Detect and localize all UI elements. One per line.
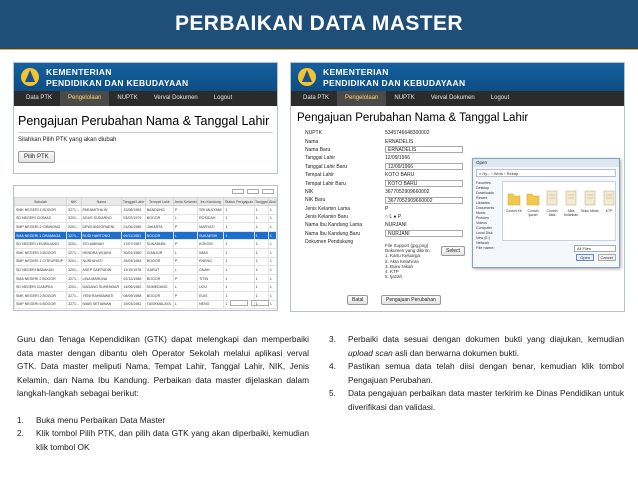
doc-item: 1. Kartu Keluarga <box>385 253 421 259</box>
dialog-footer <box>476 245 616 263</box>
table-cell: L <box>173 266 197 275</box>
doc-item: 5. Ijazah <box>385 274 403 280</box>
table-cell: BOGOR <box>145 274 173 283</box>
field-label: Nama Ibu Kandung Lama <box>305 222 362 229</box>
table-cell: P <box>173 223 197 232</box>
dialog-sidebar-item[interactable]: Local Disk <box>476 231 493 235</box>
file-label: Akta Kelahiran <box>563 209 579 217</box>
table-cell: 21/05/1985 <box>122 223 145 232</box>
table-cell: 1 <box>254 283 268 292</box>
table-cell: PARAMITHA W <box>81 206 122 215</box>
field-label: Jenis Kelamin Lama <box>305 205 351 212</box>
table-cell: SMP NEGERI 5 BOGOR <box>15 300 67 309</box>
step-text: Pastikan semua data telah diisi dengan benar, kemudian klik tombol Pengajuan Perubahan. <box>348 361 624 385</box>
table-cell: HENDRA WIJAYA <box>81 248 122 257</box>
table-cell: 1 <box>224 257 254 266</box>
table-cell: SUMEDANG <box>145 283 173 292</box>
dialog-sidebar-item[interactable]: Downloads <box>476 191 494 195</box>
table-cell: 3201... <box>67 257 81 266</box>
tut-wuri-handayani-logo-icon <box>20 67 40 87</box>
table-cell: 1 <box>224 223 254 232</box>
table-cell: 1 <box>254 223 268 232</box>
file-label: Contoh Ijazah <box>527 209 539 217</box>
field-label: Jenis Kelamin Baru <box>305 214 349 221</box>
step-item <box>17 414 309 428</box>
table-cell: SMK NEGERI 2 BOGOR <box>15 291 67 300</box>
select-file-button[interactable]: Select <box>441 246 465 256</box>
table-cell: TASIKMALAYA <box>145 300 173 309</box>
header-accent-line <box>0 49 638 50</box>
table-cell: 1 <box>224 206 254 215</box>
intro-paragraph: Guru dan Tenaga Kependidikan (GTK) dapat melengkapi dan memperbaiki data master dengan dibantu oleh Operator Sekolah melalui aplikasi verval GTK. Data master meliputi Nama, Tempat Lahir, Tanggal Lahir, NIK, Jenis Kelamin, dan Nama Ibu Kandung. Perbaikan data master dijelaskan dalam langkah-langkah sebagai berikut: <box>17 334 309 398</box>
table-cell: DEWI ANGGRAENI <box>81 223 122 232</box>
table-cell: 1 <box>254 266 268 275</box>
table-cell: 1 <box>224 274 254 283</box>
table-cell: 11/10/1978 <box>122 266 145 275</box>
dialog-open-button[interactable]: Open <box>576 254 594 261</box>
address-bar[interactable]: « Hy... › Work › Rekap <box>476 169 616 177</box>
table-cell: LINA MARLINA <box>81 274 122 283</box>
table-body <box>15 206 277 309</box>
dialog-title: Open <box>473 159 619 167</box>
table-cell: MARYATI <box>198 223 224 232</box>
brand-line2: PENDIDIKAN DAN KEBUDAYAAN <box>46 78 189 88</box>
table-cell: CIANJUR <box>145 248 173 257</box>
table-cell: SD NEGERI CIOMAS <box>15 214 67 223</box>
step-text: Perbaiki data sesuai dengan dokumen bukti yang diajukan, kemudian <box>348 334 624 344</box>
app-navbar <box>291 91 624 106</box>
table-cell: P <box>173 240 197 249</box>
batal-button[interactable]: Batal <box>347 295 368 305</box>
filter-input[interactable] <box>232 189 244 194</box>
column-header[interactable]: Sekolah <box>15 198 67 206</box>
step-text: asli dan berwarna dokumen bukti. <box>392 347 520 358</box>
brand-line1: KEMENTERIAN <box>323 67 389 77</box>
filetype-select[interactable]: All Files <box>574 245 616 252</box>
field-value-text: KOTO BARU <box>385 172 415 179</box>
field-label: Nama Baru <box>305 146 331 153</box>
table-cell: 12/08/1983 <box>122 206 145 215</box>
table-cell: 1 <box>224 291 254 300</box>
page-title: Pengajuan Perubahan Nama & Tanggal Lahir <box>297 112 529 124</box>
table-row[interactable] <box>15 266 277 275</box>
field-value <box>385 139 491 145</box>
document-icon[interactable] <box>564 190 578 206</box>
table-cell: 3271... <box>67 291 81 300</box>
table-cell: 02/12/1986 <box>122 274 145 283</box>
column-header[interactable]: Tanggal Lahir <box>122 199 145 204</box>
table-cell: 14/06/1982 <box>122 283 145 292</box>
app-navbar <box>14 91 277 106</box>
table-cell: BOGOR <box>145 257 173 266</box>
table-cell: 1 <box>268 266 276 275</box>
folder-icon[interactable] <box>526 190 540 206</box>
instruction-text: Silahkan Pilih PTK yang akan diubah <box>18 137 117 143</box>
nav-pengelolaan[interactable]: Pengelolaan <box>60 91 109 106</box>
step-text-emphasis: upload scan <box>348 347 393 358</box>
step-text: Buka menu Perbaikan Data Master <box>36 414 166 425</box>
form-row <box>301 188 491 196</box>
step-number: 5. <box>329 388 336 398</box>
brand-line1: KEMENTERIAN <box>46 67 112 77</box>
form-row <box>301 154 491 162</box>
table-row[interactable] <box>15 206 277 215</box>
field-value-text: ERNADELIS <box>385 138 414 145</box>
form-row <box>301 221 491 229</box>
field-label: Nama <box>305 138 319 145</box>
table-cell: 3271... <box>67 206 81 215</box>
table-cell: 17/07/1987 <box>122 240 145 249</box>
form-row <box>301 129 491 137</box>
table-cell: 1 <box>268 300 276 309</box>
dialog-sidebar-item[interactable]: Recent <box>476 196 488 200</box>
table-cell: ENENG <box>198 257 224 266</box>
table-cell: 1 <box>268 231 276 240</box>
table-cell: 09/11/1981 <box>122 231 145 240</box>
nav-logout[interactable]: Logout <box>490 95 510 101</box>
dialog-sidebar-item[interactable]: Desktop <box>476 186 490 190</box>
slide-title: PERBAIKAN DATA MASTER <box>174 12 463 35</box>
table-cell: P <box>173 257 197 266</box>
table-cell: 1 <box>254 257 268 266</box>
form-row <box>301 137 491 145</box>
brand-line2: PENDIDIKAN DAN KEBUDAYAAN <box>323 78 466 88</box>
docs-title: Dokumen yang dikirim: <box>385 248 431 254</box>
table-cell: 3201... <box>67 223 81 232</box>
table-cell: ONAH <box>198 266 224 275</box>
table-toolbar <box>14 186 277 197</box>
app-banner <box>291 63 624 91</box>
screenshot-ptk-list <box>13 185 278 311</box>
table-cell: 19/03/1981 <box>122 300 145 309</box>
table-cell: P <box>173 206 197 215</box>
table-cell: SD NEGERI CIAMPEA <box>15 283 67 292</box>
table-cell: TITIN <box>198 274 224 283</box>
table-cell: 1 <box>254 248 268 257</box>
field-input-value[interactable]: NURJANI <box>385 230 463 237</box>
table-row[interactable] <box>15 257 277 266</box>
right-text-column <box>329 333 624 414</box>
form-row <box>301 213 491 221</box>
dialog-sidebar-item[interactable]: Libraries <box>476 201 490 205</box>
table-cell: SMP NEGERI 2 CIBINONG <box>15 223 67 232</box>
step-number: 2. <box>17 428 24 438</box>
nav-logout[interactable]: Logout <box>213 95 233 101</box>
dialog-sidebar-item[interactable]: Documents <box>476 206 495 210</box>
table-cell: KOKOM <box>198 240 224 249</box>
dialog-sidebar-item[interactable]: Computer <box>476 226 492 230</box>
field-value-text: P <box>385 205 389 212</box>
pengajuan-perubahan-button[interactable]: Pengajuan Perubahan <box>381 295 441 305</box>
table-row[interactable] <box>15 274 277 283</box>
search-input[interactable] <box>262 189 274 194</box>
form-row <box>301 163 491 171</box>
left-text-column <box>17 333 309 454</box>
table-cell: 1 <box>254 291 268 300</box>
field-value-text: 5345746648300002 <box>385 130 430 137</box>
field-input-value[interactable]: ERNADELIS <box>385 146 463 153</box>
field-value-text: 3677052909660002 <box>385 188 430 195</box>
table-cell: BOGOR <box>145 214 173 223</box>
table-cell: 08/09/1988 <box>122 291 145 300</box>
table-cell: 1 <box>224 266 254 275</box>
step-number: 3. <box>329 334 336 344</box>
app-banner <box>14 63 277 91</box>
table-cell: 1 <box>268 214 276 223</box>
table-cell: DADANG SUHENDAR <box>81 283 122 292</box>
slide-header <box>0 0 638 49</box>
upload-info <box>385 243 431 279</box>
table-row[interactable] <box>15 240 277 249</box>
nav-verval-dokumen[interactable]: Verval Dokumen <box>153 95 198 101</box>
table-cell: IMAS <box>198 248 224 257</box>
column-header[interactable]: Tanggal <box>255 199 268 204</box>
dialog-sidebar-item[interactable]: Pictures <box>476 216 489 220</box>
table-cell: L <box>173 248 197 257</box>
table-cell: 1 <box>268 283 276 292</box>
tut-wuri-handayani-logo-icon <box>297 67 317 87</box>
table-cell: 3201... <box>67 283 81 292</box>
table-cell: 25/04/1984 <box>122 257 145 266</box>
table-cell: SD NEGERI BABAKAN <box>15 266 67 275</box>
table-row[interactable] <box>15 231 277 240</box>
document-icon[interactable] <box>545 190 559 206</box>
column-header[interactable]: Nama <box>81 198 122 206</box>
table-cell: ASEP SAEPUDIN <box>81 266 122 275</box>
table-cell: P <box>173 291 197 300</box>
table-cell: 1 <box>224 231 254 240</box>
column-header[interactable]: Jenis Kelamin <box>174 199 197 204</box>
table-cell: L <box>173 231 197 240</box>
table-cell: GARUT <box>145 266 173 275</box>
table-cell: 1 <box>268 240 276 249</box>
field-label: Tempat Lahir Baru <box>305 180 346 187</box>
field-label: NIK Baru <box>305 197 326 204</box>
table-cell: 1 <box>254 240 268 249</box>
table-cell: L <box>173 300 197 309</box>
page-title: Pengajuan Perubahan Nama & Tanggal Lahir <box>18 114 270 128</box>
form-row <box>301 146 491 154</box>
upload-note: File Support (jpg,png) <box>385 243 429 248</box>
field-label: Tanggal Lahir Baru <box>305 163 347 170</box>
nav-nuptk[interactable]: NUPTK <box>394 95 415 101</box>
table-cell: BOGOR <box>145 291 173 300</box>
table-cell: 03/02/1979 <box>122 214 145 223</box>
nav-data-ptk[interactable]: Data PTK <box>303 95 330 101</box>
table-cell: P <box>173 274 197 283</box>
table-cell: ROSIDAH <box>198 214 224 223</box>
form-row <box>301 171 491 179</box>
divider <box>18 132 273 133</box>
table-header <box>15 198 277 206</box>
table-cell: SITI AMINAH <box>81 240 122 249</box>
field-value <box>385 130 491 136</box>
table-cell: 1 <box>254 274 268 283</box>
form-row <box>301 205 491 213</box>
table-cell: 3201... <box>67 240 81 249</box>
nav-nuptk[interactable]: NUPTK <box>117 95 138 101</box>
table-cell: SMP NEGERI 1 CITEUREUP <box>15 257 67 266</box>
file-open-dialog <box>472 158 620 268</box>
nav-verval-dokumen[interactable]: Verval Dokumen <box>430 95 475 101</box>
field-input[interactable] <box>385 146 491 153</box>
table-cell: 1 <box>224 240 254 249</box>
table-row[interactable] <box>15 223 277 232</box>
doc-item: 4. KTP <box>385 269 399 275</box>
table-cell: EUIS <box>198 291 224 300</box>
table-cell: 1 <box>224 300 254 309</box>
column-header[interactable]: Aksi <box>269 199 276 204</box>
table-cell: AGUS SUDARNO <box>81 214 122 223</box>
doc-item: 2. Akta Kelahiran <box>385 258 420 264</box>
table-cell: SMK NEGERI 3 BOGOR <box>15 248 67 257</box>
dialog-sidebar-item[interactable]: Music <box>476 211 486 215</box>
field-value-text: NURJANI <box>385 222 407 229</box>
table-cell: 1 <box>268 248 276 257</box>
table-cell: L <box>173 214 197 223</box>
table-cell: 1 <box>268 257 276 266</box>
form-row <box>301 196 491 204</box>
table-cell: YENI RAHMAWATI <box>81 291 122 300</box>
file-label: Contoh Akta <box>546 209 558 217</box>
table-cell: IWAN SETIAWAN <box>81 300 122 309</box>
field-label: Tanggal Lahir <box>305 155 336 162</box>
field-label: NUPTK <box>305 130 322 137</box>
table-cell: 3271... <box>67 300 81 309</box>
table-row[interactable] <box>15 248 277 257</box>
filename-label: File name: <box>476 245 495 250</box>
table-cell: 3201... <box>67 266 81 275</box>
file-label: KTP <box>605 209 613 213</box>
field-label: Dokumen Pendukung <box>305 239 354 246</box>
table-cell: SMA NEGERI 1 DRAMAGA <box>15 231 67 240</box>
table-cell: 1 <box>254 206 268 215</box>
nav-pengelolaan[interactable]: Pengelolaan <box>337 91 386 106</box>
column-header[interactable]: Ibu Kandung <box>198 198 224 206</box>
document-icon[interactable] <box>583 190 597 206</box>
document-icon[interactable] <box>602 190 616 206</box>
doc-item: 3. Buku Nikah <box>385 263 414 269</box>
table-cell: 1 <box>268 206 276 215</box>
table-cell: 30/01/1980 <box>122 248 145 257</box>
table-cell: L <box>173 283 197 292</box>
table-cell: 1 <box>254 231 268 240</box>
step-item <box>329 333 624 360</box>
table-cell: UCU <box>198 283 224 292</box>
filter-input[interactable] <box>247 189 259 194</box>
table-cell: 3271... <box>67 274 81 283</box>
table-cell: SD NEGERI LEUWILIANG <box>15 240 67 249</box>
dialog-sidebar-item[interactable]: New (E:) <box>476 236 490 240</box>
field-input-value[interactable]: 12/09/1966 <box>385 163 463 170</box>
form-row <box>301 179 491 187</box>
step-text: Klik tombol Pilih PTK, dan pilih data GTK yang akan diperbaiki, kemudian klik tombol OK <box>36 428 309 452</box>
file-pane <box>502 181 616 241</box>
table-cell: 1 <box>224 283 254 292</box>
step-item <box>17 427 309 454</box>
table-row[interactable] <box>15 214 277 223</box>
field-label: Nama Ibu Kandung Baru <box>305 230 361 237</box>
dialog-sidebar-item[interactable]: Network <box>476 241 490 245</box>
table-cell: SMA NEGERI 2 BOGOR <box>15 274 67 283</box>
table-cell: 3271... <box>67 248 81 257</box>
table-cell: 1 <box>224 214 254 223</box>
pager <box>230 300 269 306</box>
dialog-cancel-button[interactable]: Cancel <box>598 254 616 261</box>
table-cell: SUKABUMI <box>145 240 173 249</box>
field-value-text: ○ L ● P <box>385 214 402 221</box>
next-page-button[interactable] <box>251 300 269 306</box>
file-label: Contoh KK <box>505 209 523 213</box>
step-item <box>329 387 624 414</box>
edit-form-fields <box>301 129 491 246</box>
table-cell: BOGOR <box>145 231 173 240</box>
dialog-sidebar-item[interactable]: Favorites <box>476 181 491 185</box>
field-input-value[interactable]: KOTO BARU <box>385 180 463 187</box>
table-cell: NURHAYATI <box>81 257 122 266</box>
table-cell: 1 <box>268 223 276 232</box>
table-cell: SUKAESIH <box>198 231 224 240</box>
field-input-value[interactable]: 3677052909660002 <box>385 197 463 204</box>
column-header[interactable]: Tempat Lahir <box>145 198 173 206</box>
file-label: Buku Nikah <box>581 209 599 213</box>
field-value-text: 12/09/1966 <box>385 155 411 162</box>
table-row[interactable] <box>15 291 277 300</box>
steps-list-right <box>329 333 624 414</box>
pilih-ptk-button[interactable]: Pilih PTK <box>18 151 55 163</box>
column-header[interactable]: Status Pengajuan <box>224 199 254 204</box>
steps-list-left <box>17 414 309 455</box>
table-cell: RUDI HARTONO <box>81 231 122 240</box>
prev-page-button[interactable] <box>230 300 248 306</box>
table-cell: 1 <box>268 291 276 300</box>
table-cell: 3271... <box>67 231 81 240</box>
table-cell: BANDUNG <box>145 206 173 215</box>
screenshot-select-ptk <box>13 62 278 174</box>
table-cell: JAKARTA <box>145 223 173 232</box>
table-row[interactable] <box>15 283 277 292</box>
step-number: 4. <box>329 361 336 371</box>
field-label: NIK <box>305 188 314 195</box>
form-row <box>301 230 491 238</box>
step-text: Data pengajuan perbaikan data master terkirim ke Dinas Pendidikan untuk diverifikasi dan validasi. <box>348 388 624 412</box>
table-cell: 3201... <box>67 214 81 223</box>
table-cell: 1 <box>268 274 276 283</box>
table-cell: 1 <box>254 300 268 309</box>
step-item <box>329 360 624 387</box>
column-header[interactable]: NIK <box>67 198 81 206</box>
folder-icon[interactable] <box>507 190 521 206</box>
table-cell: NENG <box>198 300 224 309</box>
field-label: Tempat Lahir <box>305 172 334 179</box>
ptk-table <box>14 197 277 309</box>
dialog-sidebar-item[interactable]: Videos <box>476 221 487 225</box>
table-cell: 1 <box>254 214 268 223</box>
screenshot-edit-form <box>290 62 625 312</box>
nav-data-ptk[interactable]: Data PTK <box>26 95 53 101</box>
step-number: 1. <box>17 414 24 425</box>
table-cell: SMK NEGERI 1 BOGOR <box>15 206 67 215</box>
table-cell: SRI MULYANI <box>198 206 224 215</box>
table-cell: 1 <box>224 248 254 257</box>
dialog-sidebar <box>476 181 500 246</box>
